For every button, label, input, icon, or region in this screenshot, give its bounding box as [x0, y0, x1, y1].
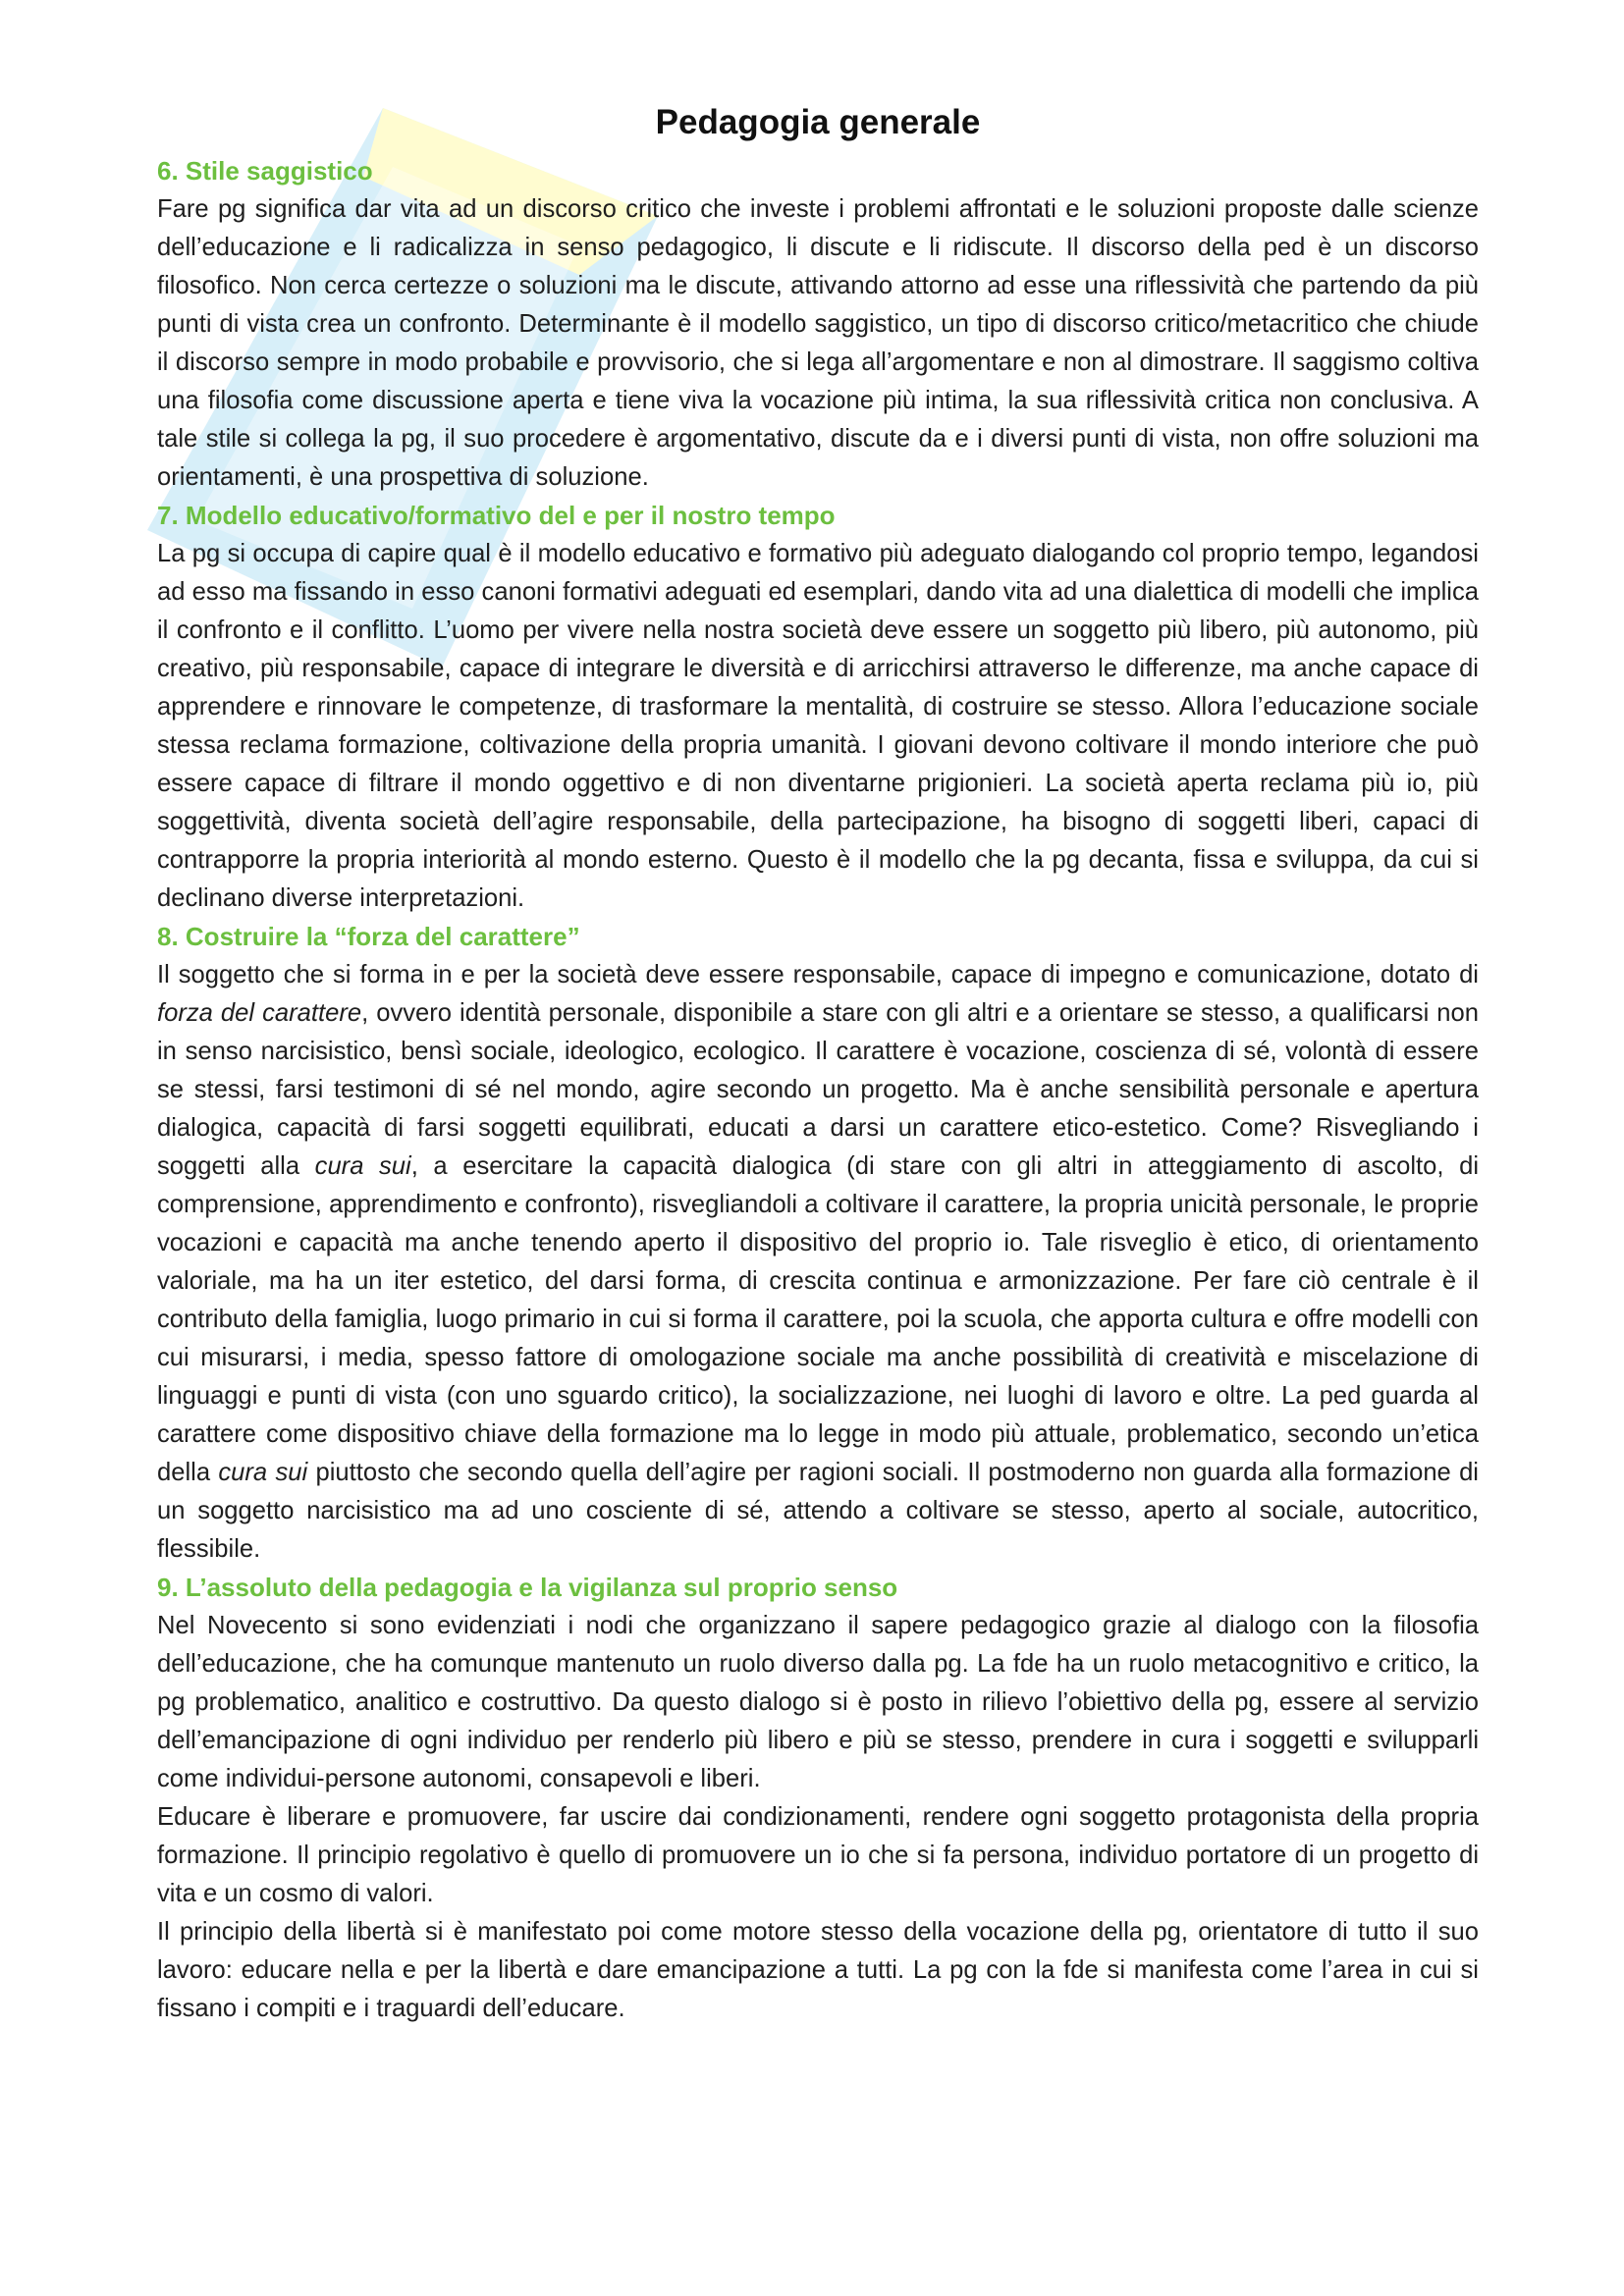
document-body: [157, 152, 1479, 2028]
section-heading: 7. Modello educativo/formativo del e per il nostro tempo: [157, 501, 836, 530]
text-run: Il principio della libertà si è manifestato poi come motore stesso della vocazione della pg, orientatore di tutto il suo lavoro: educare nella e per la libertà e dare emancipazione a tutti. La pg con la fde si manifesta come l’area in cui si fissano i compiti e i traguardi dell’educare.: [157, 1918, 1479, 2022]
text-run: La pg si occupa di capire qual è il modello educativo e formativo più adeguato dialogando col proprio tempo, legandosi ad esso ma fissando in esso canoni formativi adeguati ed esemplari, dando vita ad una dialettica di modelli che implica il confronto e il conflitto. L’uomo per vivere nella nostra società deve essere un soggetto più libero, più autonomo, più creativo, più responsabile, capace di integrare le diversità e di arricchirsi attraverso le differenze, ma anche capace di apprendere e rinnovare le competenze, di trasformare la mentalità, di costruire se stesso. Allora l’educazione sociale stessa reclama formazione, coltivazione della propria umanità. I giovani devono coltivare il mondo interiore che può essere capace di filtrare il mondo oggettivo e di non diventarne prigionieri. La società aperta reclama più io, più soggettività, diventa società dell’agire responsabile, della partecipazione, ha bisogno di soggetti liberi, capaci di contrapporre la propria interiorità al mondo esterno. Questo è il modello che la pg decanta, fissa e sviluppa, da cui si declinano diverse interpretazioni.: [157, 540, 1479, 912]
document-page: [157, 93, 1479, 2028]
section-heading: 9. L’assoluto della pedagogia e la vigilanza sul proprio senso: [157, 1573, 898, 1602]
text-run: Nel Novecento si sono evidenziati i nodi che organizzano il sapere pedagogico grazie al dialogo con la filosofia dell’educazione, che ha comunque mantenuto un ruolo diverso dalla pg. La fde ha un ruolo metacognitivo e critico, la pg problematico, analitico e costruttivo. Da questo dialogo si è posto in rilievo l’obiettivo della pg, essere al servizio dell’emancipazione di ogni individuo per renderlo più libero e più se stesso, prendere in cura i soggetti e svilupparli come individui-persone autonomi, consapevoli e liberi.: [157, 1612, 1479, 1792]
text-run: Educare è liberare e promuovere, far uscire dai condizionamenti, rendere ogni soggetto protagonista della propria formazione. Il principio regolativo è quello di promuovere un io che si fa persona, individuo portatore di un progetto di vita e un cosmo di valori.: [157, 1803, 1479, 1907]
text-run: , ovvero identità personale, disponibile a stare con gli altri e a orientare se stesso, a qualificarsi non in senso narcisistico, bensì sociale, ideologico, ecologico. Il carattere è vocazione, coscienza di sé, volontà di essere se stessi, farsi testimoni di sé nel mondo, agire secondo un progetto. Ma è anche sensibilità personale e apertura dialogica, capacità di farsi soggetti equilibrati, educati a darsi un carattere etico-estetico. Come? Risvegliando i soggetti alla: [157, 999, 1479, 1180]
text-run: Il soggetto che si forma in e per la società deve essere responsabile, capace di impegno e comunicazione, dotato di: [157, 961, 1479, 988]
section-heading: 8. Costruire la “forza del carattere”: [157, 922, 580, 951]
paragraph: [157, 1798, 1479, 1913]
italic-term: cura sui: [218, 1459, 308, 1486]
text-run: , a esercitare la capacità dialogica (di stare con gli altri in atteggiamento di ascolto, di comprensione, apprendimento e confronto), risvegliandoli a coltivare il carattere, la propria unicità personale, le proprie vocazioni e capacità ma anche tenendo aperto il dispositivo del proprio io. Tale risveglio è etico, di orientamento valoriale, ma ha un iter estetico, del darsi forma, di crescita continua e armonizzazione. Per fare ciò centrale è il contributo della famiglia, luogo primario in cui si forma il carattere, poi la scuola, che apporta cultura e offre modelli con cui misurarsi, i media, spesso fattore di omologazione sociale ma anche possibilità di creatività e miscelazione di linguaggi e punti di vista (con uno sguardo critico), la socializzazione, nei luoghi di lavoro e oltre. La ped guarda al carattere come dispositivo chiave della formazione ma lo legge in modo più attuale, problematico, secondo un’etica della: [157, 1152, 1480, 1486]
italic-term: forza del carattere: [157, 999, 362, 1027]
paragraph: [157, 1607, 1479, 1798]
paragraph: [157, 535, 1479, 918]
text-run: Fare pg significa dar vita ad un discorso critico che investe i problemi affrontati e le soluzioni proposte dalle scienze dell’educazione e li radicalizza in senso pedagogico, li discute e li ridiscute. Il discorso della ped è un discorso filosofico. Non cerca certezze o soluzioni ma le discute, attivando attorno ad esse una riflessività che partendo da più punti di vista crea un confronto. Determinante è il modello saggistico, un tipo di discorso critico/metacritico che chiude il discorso sempre in modo probabile e provvisorio, che si lega all’argomentare e non al dimostrare. Il saggismo coltiva una filosofia come discussione aperta e tiene viva la vocazione più intima, la sua riflessività critica non conclusiva. A tale stile si collega la pg, il suo procedere è argomentativo, discute da e i diversi punti di vista, non offre soluzioni ma orientamenti, è una prospettiva di soluzione.: [157, 195, 1479, 491]
document-title: Pedagogia generale: [655, 103, 981, 141]
section-heading: 6. Stile saggistico: [157, 156, 373, 186]
paragraph: [157, 1913, 1479, 2028]
text-run: piuttosto che secondo quella dell’agire per ragioni sociali. Il postmoderno non guarda alla formazione di un soggetto narcisistico ma ad uno cosciente di sé, attendo a coltivare se stesso, aperto al sociale, autocritico, flessibile.: [157, 1459, 1479, 1563]
paragraph: [157, 956, 1479, 1569]
italic-term: cura sui: [314, 1152, 411, 1180]
paragraph: [157, 190, 1479, 497]
